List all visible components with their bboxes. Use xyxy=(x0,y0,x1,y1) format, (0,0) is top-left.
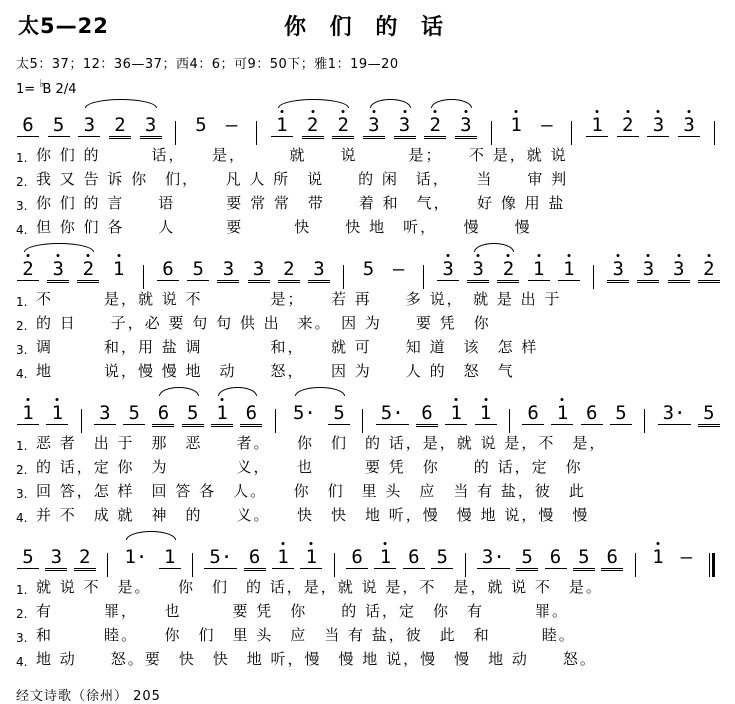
octave-dot xyxy=(477,254,480,257)
note: 3 xyxy=(683,108,695,137)
dash-note: – xyxy=(541,114,553,136)
note-underline xyxy=(248,280,270,283)
note: 5 xyxy=(521,540,533,571)
barline xyxy=(465,553,466,577)
note-underline xyxy=(17,136,39,137)
note: 5 xyxy=(22,540,34,569)
lyric-verse-2 xyxy=(16,457,719,481)
footer-text: 经文诗歌（徐州） 205 xyxy=(16,689,161,704)
verse-text: 回 答，怎 样 回 答 各 人。 你 们 里 头 应 当 有 盐，彼 此 xyxy=(36,482,586,500)
note-underline xyxy=(497,280,519,283)
note: 1 xyxy=(652,540,664,567)
slur xyxy=(24,243,94,252)
barline xyxy=(714,121,715,145)
note: 6 xyxy=(162,252,174,281)
note: 6 xyxy=(606,540,618,571)
note-underline xyxy=(658,424,691,425)
verse-text: 地 动 怒。要 快 快 地 听，慢 慢 地 说，慢 慢 地 动 怒。 xyxy=(36,650,597,668)
note-underline xyxy=(300,568,322,569)
note-underline xyxy=(668,280,690,283)
dash-note: – xyxy=(392,258,405,280)
verse-number: 1. xyxy=(16,295,28,309)
note-underline xyxy=(522,424,544,425)
note-underline xyxy=(152,424,174,427)
octave-dot xyxy=(596,110,599,113)
note-underline xyxy=(45,568,67,571)
system-1 xyxy=(16,98,719,241)
verse-number: 4. xyxy=(16,655,28,669)
lyric-verse-1 xyxy=(16,289,719,313)
lyric-verse-2 xyxy=(16,313,719,337)
octave-dot xyxy=(617,254,620,257)
note: 3· xyxy=(482,540,505,569)
note: 1 xyxy=(277,540,289,569)
note-underline xyxy=(374,568,396,569)
note-underline xyxy=(678,136,700,137)
note: 3· xyxy=(663,396,686,425)
verse-text: 调 和，用 盐 调 和， 就 可 知 道 该 怎 样 xyxy=(36,338,539,356)
octave-dot xyxy=(515,110,518,113)
header xyxy=(16,8,719,40)
note: 3 xyxy=(460,108,472,139)
octave-dot xyxy=(342,110,345,113)
time-signature: 2/4 xyxy=(51,82,77,97)
note: 2 xyxy=(703,252,715,283)
flat-sign: ♭ xyxy=(39,77,45,90)
note: 3 xyxy=(253,252,265,283)
note-underline xyxy=(346,568,368,569)
octave-dot xyxy=(311,110,314,113)
note: 3 xyxy=(313,252,325,283)
note-underline xyxy=(581,424,603,425)
verse-number: 1. xyxy=(16,583,28,597)
slur xyxy=(370,99,411,108)
lyric-verse-3 xyxy=(16,481,719,505)
slur xyxy=(278,99,349,108)
music-line-1 xyxy=(16,98,719,145)
verse-text: 的 话，定 你 为 义， 也 要 凭 你 的 话，定 你 xyxy=(36,458,583,476)
note: 6 xyxy=(527,396,539,425)
octave-dot xyxy=(447,254,450,257)
note: 5· xyxy=(209,540,232,569)
note-underline xyxy=(445,424,467,425)
barline xyxy=(143,265,144,289)
barline xyxy=(644,409,645,433)
barline xyxy=(593,265,594,289)
note: 6 xyxy=(421,396,433,427)
octave-dot xyxy=(656,542,659,545)
note-underline xyxy=(109,136,131,139)
note: 3 xyxy=(472,252,484,283)
lyric-verse-1 xyxy=(16,433,719,457)
note-underline xyxy=(123,424,145,425)
note: 1 xyxy=(22,396,34,425)
note: 3 xyxy=(222,252,234,283)
scripture-ref: 太5—22 xyxy=(18,14,109,38)
note-underline xyxy=(558,280,580,281)
lyric-verse-2 xyxy=(16,169,719,193)
note: 3 xyxy=(99,396,111,425)
barline xyxy=(334,553,335,577)
note-underline xyxy=(376,424,409,425)
note-underline xyxy=(637,280,659,283)
verse-number: 3. xyxy=(16,199,28,213)
note: 2 xyxy=(283,252,295,283)
verse-number: 2. xyxy=(16,175,28,189)
note-underline xyxy=(46,424,68,425)
verse-number: 4. xyxy=(16,511,28,525)
lyric-verse-3 xyxy=(16,625,719,649)
note-underline xyxy=(217,280,239,283)
verse-text: 我 又 告 诉 你 们， 凡 人 所 说 的 闲 话， 当 审 判 xyxy=(36,170,569,188)
note: 5 xyxy=(703,396,715,427)
note: 3 xyxy=(83,108,95,137)
note: 1 xyxy=(113,252,125,279)
score xyxy=(16,98,719,673)
octave-dot xyxy=(677,254,680,257)
lyric-verse-2 xyxy=(16,601,719,625)
note-underline xyxy=(617,136,639,137)
note-underline xyxy=(403,568,425,569)
barline xyxy=(81,409,82,433)
verse-number: 4. xyxy=(16,223,28,237)
note: 2 xyxy=(429,108,441,139)
octave-dot xyxy=(56,398,59,401)
music-line-4 xyxy=(16,530,719,577)
octave-dot xyxy=(626,110,629,113)
note: 5· xyxy=(292,402,316,424)
note-underline xyxy=(328,424,350,425)
system-4 xyxy=(16,530,719,673)
note-underline xyxy=(94,424,116,425)
octave-dot xyxy=(688,110,691,113)
verse-number: 3. xyxy=(16,487,28,501)
note: 2 xyxy=(79,540,91,571)
octave-dot xyxy=(707,254,710,257)
note-underline xyxy=(74,568,96,571)
note-underline xyxy=(437,280,459,281)
octave-dot xyxy=(282,542,285,545)
barline xyxy=(275,409,276,433)
music-line-3 xyxy=(16,386,719,433)
note: 1 xyxy=(591,108,603,137)
page-title: 你 们 的 话 xyxy=(284,15,451,40)
note-underline xyxy=(48,136,70,137)
music-line-2 xyxy=(16,242,719,289)
note: 5 xyxy=(333,396,345,425)
note: 5 xyxy=(436,540,448,569)
note-underline xyxy=(431,568,453,569)
barline xyxy=(635,553,636,577)
octave-dot xyxy=(567,254,570,257)
verse-text: 的 日 子，必 要 句 句 供 出 来。 因 为 要 凭 你 xyxy=(36,314,491,332)
note-underline xyxy=(551,424,573,425)
note: 1 xyxy=(450,396,462,425)
verse-number: 2. xyxy=(16,463,28,477)
note: 5 xyxy=(187,396,199,427)
verse-number: 3. xyxy=(16,343,28,357)
note-underline xyxy=(159,568,181,569)
system-3 xyxy=(16,386,719,529)
octave-dot xyxy=(117,254,120,257)
note-underline xyxy=(573,568,595,571)
note: 3 xyxy=(642,252,654,283)
note-underline xyxy=(455,136,477,139)
verse-text: 就 说 不 是。 你 们 的 话，是，就 说 是，不 是，就 说 不 是。 xyxy=(36,578,603,596)
note-underline xyxy=(77,280,99,283)
verse-number: 2. xyxy=(16,319,28,333)
note: 3 xyxy=(50,540,62,571)
octave-dot xyxy=(384,542,387,545)
final-barline xyxy=(709,553,715,577)
note-underline xyxy=(204,568,237,569)
note: 2 xyxy=(337,108,349,139)
note-underline xyxy=(211,424,233,427)
note-underline xyxy=(17,424,39,425)
note-underline xyxy=(528,280,550,281)
note: 5 xyxy=(578,540,590,571)
note: 6 xyxy=(586,396,598,425)
barline xyxy=(491,121,492,145)
note: 1 xyxy=(164,540,176,569)
note: 2 xyxy=(82,252,94,283)
note-underline xyxy=(17,280,39,281)
barline xyxy=(192,553,193,577)
octave-dot xyxy=(464,110,467,113)
note: 6 xyxy=(22,108,34,137)
slur xyxy=(218,387,257,396)
lyric-verse-4 xyxy=(16,505,719,529)
octave-dot xyxy=(657,110,660,113)
scripture-references-line: 太5：37；12：36—37；西4：6；可9：50下；雅1：19—20 xyxy=(16,57,399,72)
note-underline xyxy=(698,424,720,427)
barline xyxy=(343,265,344,289)
note: 6 xyxy=(550,540,562,569)
note: 5 xyxy=(192,252,204,281)
lyric-verse-1 xyxy=(16,577,719,601)
note-underline xyxy=(516,568,538,571)
note: 3 xyxy=(145,108,157,139)
note: 5· xyxy=(381,396,404,425)
lyric-verse-4 xyxy=(16,649,719,673)
note-underline xyxy=(467,280,489,283)
note: 6 xyxy=(351,540,363,569)
octave-dot xyxy=(310,542,313,545)
note-underline xyxy=(278,280,300,283)
note-underline xyxy=(244,568,266,571)
note: 3 xyxy=(612,252,624,283)
slur xyxy=(159,387,199,396)
octave-dot xyxy=(434,110,437,113)
octave-dot xyxy=(280,110,283,113)
barline xyxy=(175,121,176,145)
note-underline xyxy=(545,568,567,569)
note: 2 xyxy=(307,108,319,139)
note-underline xyxy=(78,136,100,137)
dash-note: – xyxy=(225,114,238,136)
note: 5 xyxy=(195,114,207,136)
verse-number: 1. xyxy=(16,151,28,165)
note: 3 xyxy=(652,108,664,137)
note-underline xyxy=(140,136,162,139)
note: 5 xyxy=(128,396,140,425)
note-underline xyxy=(394,136,416,139)
verse-text: 你 们 的 话， 是， 就 说 是； 不 是，就 说 xyxy=(36,146,568,164)
barline xyxy=(362,409,363,433)
note-underline xyxy=(475,424,497,425)
note-underline xyxy=(647,136,669,137)
note-underline xyxy=(424,136,446,139)
note-underline xyxy=(477,568,510,569)
note-underline xyxy=(47,280,69,283)
verse-text: 但 你 们 各 人 要 快 快 地 听， 慢 慢 xyxy=(36,218,532,236)
lyric-verse-4 xyxy=(16,361,719,385)
dash-note: – xyxy=(680,546,693,568)
note-underline xyxy=(187,280,209,281)
key-prefix: 1= xyxy=(16,82,40,97)
octave-dot xyxy=(221,398,224,401)
note: 6 xyxy=(408,540,420,569)
note: 6 xyxy=(157,396,169,427)
note: 1 xyxy=(510,108,522,135)
verse-text: 不 是，就 说 不 是； 若 再 多 说， 就 是 出 于 xyxy=(36,290,562,308)
key-signature xyxy=(16,77,719,97)
note-underline xyxy=(302,136,324,139)
slur xyxy=(126,531,176,540)
lyric-verse-4 xyxy=(16,217,719,241)
verse-text: 有 罪， 也 要 凭 你 的 话，定 你 有 罪。 xyxy=(36,602,570,620)
note-underline xyxy=(308,280,330,283)
verse-text: 和 睦。 你 们 里 头 应 当 有 盐，彼 此 和 睦。 xyxy=(36,626,576,644)
note: 5 xyxy=(53,108,65,137)
verse-number: 1. xyxy=(16,439,28,453)
note: 1 xyxy=(216,396,228,427)
note-underline xyxy=(607,280,629,283)
note: 5 xyxy=(615,396,627,425)
octave-dot xyxy=(27,398,30,401)
note: 1 xyxy=(276,108,288,137)
note: 2 xyxy=(114,108,126,139)
note-underline xyxy=(332,136,354,139)
barline xyxy=(256,121,257,145)
note: 1· xyxy=(124,546,148,568)
slur xyxy=(431,99,472,108)
slur xyxy=(295,387,345,396)
system-2 xyxy=(16,242,719,385)
note-underline xyxy=(271,136,293,137)
note: 3 xyxy=(399,108,411,139)
lyric-verse-3 xyxy=(16,193,719,217)
note-underline xyxy=(363,136,385,139)
lyric-verse-1 xyxy=(16,145,719,169)
note: 2 xyxy=(502,252,514,283)
note-underline xyxy=(182,424,204,427)
verse-number: 4. xyxy=(16,367,28,381)
note-underline xyxy=(698,280,720,283)
octave-dot xyxy=(87,254,90,257)
note: 3 xyxy=(442,252,454,281)
octave-dot xyxy=(647,254,650,257)
octave-dot xyxy=(455,398,458,401)
octave-dot xyxy=(372,110,375,113)
note-underline xyxy=(586,136,608,137)
note: 1 xyxy=(563,252,575,281)
note: 1 xyxy=(480,396,492,425)
barline xyxy=(423,265,424,289)
octave-dot xyxy=(537,254,540,257)
octave-dot xyxy=(57,254,60,257)
note-underline xyxy=(416,424,438,427)
barline xyxy=(509,409,510,433)
octave-dot xyxy=(561,398,564,401)
note: 2 xyxy=(622,108,634,137)
note: 3 xyxy=(52,252,64,283)
note-underline xyxy=(610,424,632,425)
verse-number: 2. xyxy=(16,607,28,621)
octave-dot xyxy=(27,254,30,257)
barline xyxy=(571,121,572,145)
note: 5 xyxy=(362,258,375,280)
verse-text: 你 们 的 言 语 要 常 常 带 着 和 气， 好 像 用 盐 xyxy=(36,194,566,212)
note-underline xyxy=(240,424,262,427)
verse-text: 恶 者 出 于 那 恶 者。 你 们 的 话，是，就 说 是，不 是， xyxy=(36,434,607,452)
slur xyxy=(474,243,514,252)
note: 3 xyxy=(368,108,380,139)
verse-text: 地 说，慢 慢 地 动 怒， 因 为 人 的 怒 气 xyxy=(36,362,515,380)
note: 2 xyxy=(22,252,34,281)
note-underline xyxy=(601,568,623,571)
verse-number: 3. xyxy=(16,631,28,645)
lyric-verse-3 xyxy=(16,337,719,361)
note: 3 xyxy=(673,252,685,283)
verse-text: 并 不 成 就 神 的 义。 快 快 地 听，慢 慢 地 说，慢 慢 xyxy=(36,506,590,524)
note: 1 xyxy=(305,540,317,569)
note: 1 xyxy=(533,252,545,281)
note: 1 xyxy=(556,396,568,425)
octave-dot xyxy=(403,110,406,113)
note: 1 xyxy=(51,396,63,425)
octave-dot xyxy=(484,398,487,401)
barline xyxy=(107,553,108,577)
note: 6 xyxy=(249,540,261,571)
slur xyxy=(85,99,157,108)
key-letter: B xyxy=(42,82,52,97)
note: 6 xyxy=(245,396,257,427)
octave-dot xyxy=(507,254,510,257)
note-underline xyxy=(157,280,179,281)
note-underline xyxy=(272,568,294,569)
note: 1 xyxy=(379,540,391,569)
note-underline xyxy=(17,568,39,569)
